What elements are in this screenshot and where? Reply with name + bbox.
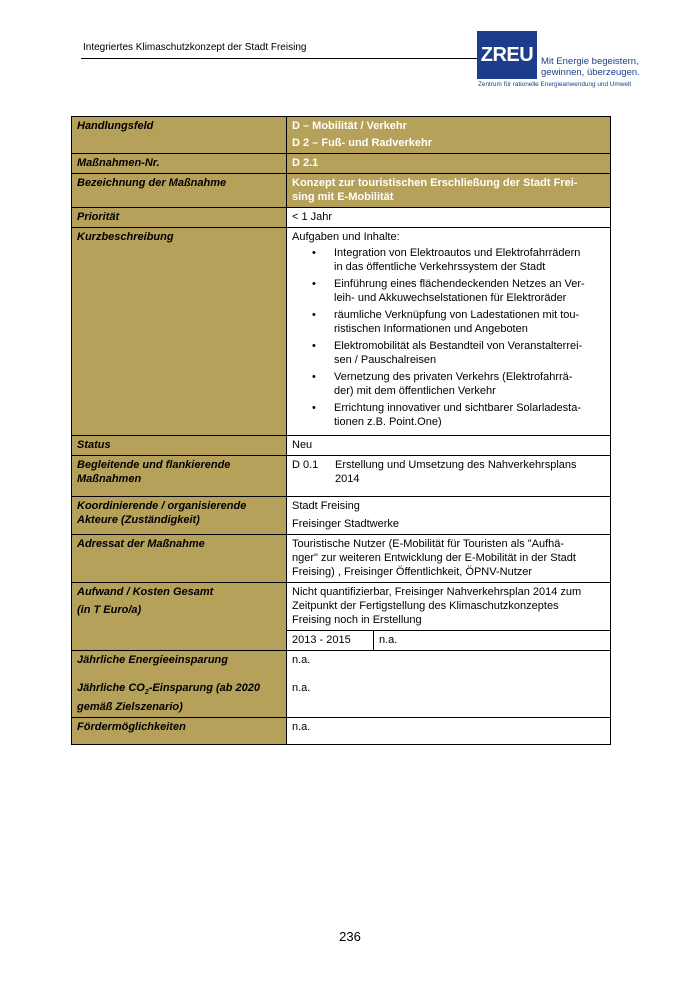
- label-prioritaet: Priorität: [72, 208, 287, 228]
- row-koordinierende: [72, 497, 611, 535]
- list-item: • Vernetzung des privaten Verkehrs (Elektrofahrrä- der) mit dem öffentlichen Verkehr: [334, 370, 605, 398]
- value-foerder: n.a.: [287, 718, 611, 745]
- label-adressat: Adressat der Maßnahme: [72, 535, 287, 583]
- value-adressat: Touristische Nutzer (E-Mobilität für Touristen als "Aufhä- nger" zur weiteren Entwicklung der E-Mobilität in der Stadt Freising) , Freisinger Öffentlichkeit, ÖPNV-Nutzer: [287, 535, 611, 583]
- row-prioritaet: [72, 208, 611, 228]
- task-list: [292, 246, 605, 429]
- row-massnahmen-nr: [72, 154, 611, 174]
- list-item: • Einführung eines flächendeckenden Netzes an Ver- leih- und Akkuwechselstationen für Elektroräder: [334, 277, 605, 305]
- value-begleitende: [287, 456, 611, 497]
- row-aufwand: [72, 583, 611, 631]
- zreu-logo: [477, 31, 640, 91]
- row-bezeichnung: [72, 174, 611, 208]
- value-bezeichnung: Konzept zur touristischen Erschließung der Stadt Frei- sing mit E-Mobilität: [287, 174, 611, 208]
- value-prioritaet: < 1 Jahr: [287, 208, 611, 228]
- related-measure-code: D 0.1: [292, 459, 319, 471]
- label-massnahmen-nr: Maßnahmen-Nr.: [72, 154, 287, 174]
- label-status: Status: [72, 436, 287, 456]
- logo-subtitle: Zentrum für rationelle Energieanwendung und Umwelt: [478, 81, 632, 88]
- row-kurzbeschreibung: [72, 228, 611, 436]
- header-divider: [81, 58, 481, 59]
- document-header-title: Integriertes Klimaschutzkonzept der Stadt Freising: [83, 42, 307, 53]
- value-handlungsfeld: D – Mobilität / Verkehr D 2 – Fuß- und Radverkehr: [287, 117, 611, 154]
- page-number: 236: [339, 929, 361, 944]
- logo-slogan: Mit Energie begeistern, gewinnen, überzeugen.: [541, 56, 640, 78]
- label-handlungsfeld: Handlungsfeld: [72, 117, 287, 154]
- value-kurzbeschreibung: Aufgaben und Inhalte: • Integration von Elektroautos und Elektrofahrrädern in das öffentliche Verkehrssystem der Stadt • Einführung eines flächendeckenden Netzes an Ver- leih- und Akkuwechselstationen für Elektroräder • räumliche Verknüpfung von Ladestationen mit tou- ristischen Informationen und Angeboten • Elektromobilität als Bestandteil von Veranstalterrei- sen / Pauschalreisen • Vernetzung des privaten Verkehrs (Elektrofahrrä- der) mit dem öffentlichen Verkehr • Errichtung innovativer und sichtbarer Solarladesta- tionen z.B. Point.One): [287, 228, 611, 436]
- row-foerder: [72, 718, 611, 745]
- row-energie: [72, 651, 611, 718]
- value-massnahmen-nr: D 2.1: [287, 154, 611, 174]
- row-adressat: [72, 535, 611, 583]
- row-handlungsfeld: [72, 117, 611, 154]
- logo-mark: ZREU: [477, 31, 537, 79]
- list-item: • räumliche Verknüpfung von Ladestationen mit tou- ristischen Informationen und Angeboten: [334, 308, 605, 336]
- related-measure-text: Erstellung und Umsetzung des Nahverkehrsplans 2014: [335, 459, 577, 485]
- list-item: • Integration von Elektroautos und Elektrofahrrädern in das öffentliche Verkehrssystem der Stadt: [334, 246, 605, 274]
- row-status: [72, 436, 611, 456]
- period-range: 2013 - 2015: [287, 631, 374, 650]
- measure-table: [71, 116, 611, 745]
- label-begleitende: Begleitende und flankierende Maßnahmen: [72, 456, 287, 497]
- label-foerder: Fördermöglichkeiten: [72, 718, 287, 745]
- value-energie: n.a. n.a.: [287, 651, 611, 718]
- list-item: • Elektromobilität als Bestandteil von Veranstalterrei- sen / Pauschalreisen: [334, 339, 605, 367]
- label-bezeichnung: Bezeichnung der Maßnahme: [72, 174, 287, 208]
- label-aufwand: Aufwand / Kosten Gesamt (in T Euro/a): [72, 583, 287, 651]
- row-begleitende: [72, 456, 611, 497]
- value-koordinierende: Stadt Freising Freisinger Stadtwerke: [287, 497, 611, 535]
- period-value: n.a.: [379, 634, 398, 646]
- value-status: Neu: [287, 436, 611, 456]
- value-aufwand: Nicht quantifizierbar, Freisinger Nahverkehrsplan 2014 zum Zeitpunkt der Fertigstellung des Klimaschutzkonzeptes Freising noch in Erstellung: [287, 583, 611, 631]
- list-item: • Errichtung innovativer und sichtbarer Solarladesta- tionen z.B. Point.One): [334, 401, 605, 429]
- label-kurzbeschreibung: Kurzbeschreibung: [72, 228, 287, 436]
- value-aufwand-period: [287, 631, 611, 651]
- label-energie: Jährliche Energieeinsparung Jährliche $CO_2$-Einsparung (ab 2020 gemäß Zielszenario): [72, 651, 287, 718]
- label-koordinierende: Koordinierende / organisierende Akteure (Zuständigkeit): [72, 497, 287, 535]
